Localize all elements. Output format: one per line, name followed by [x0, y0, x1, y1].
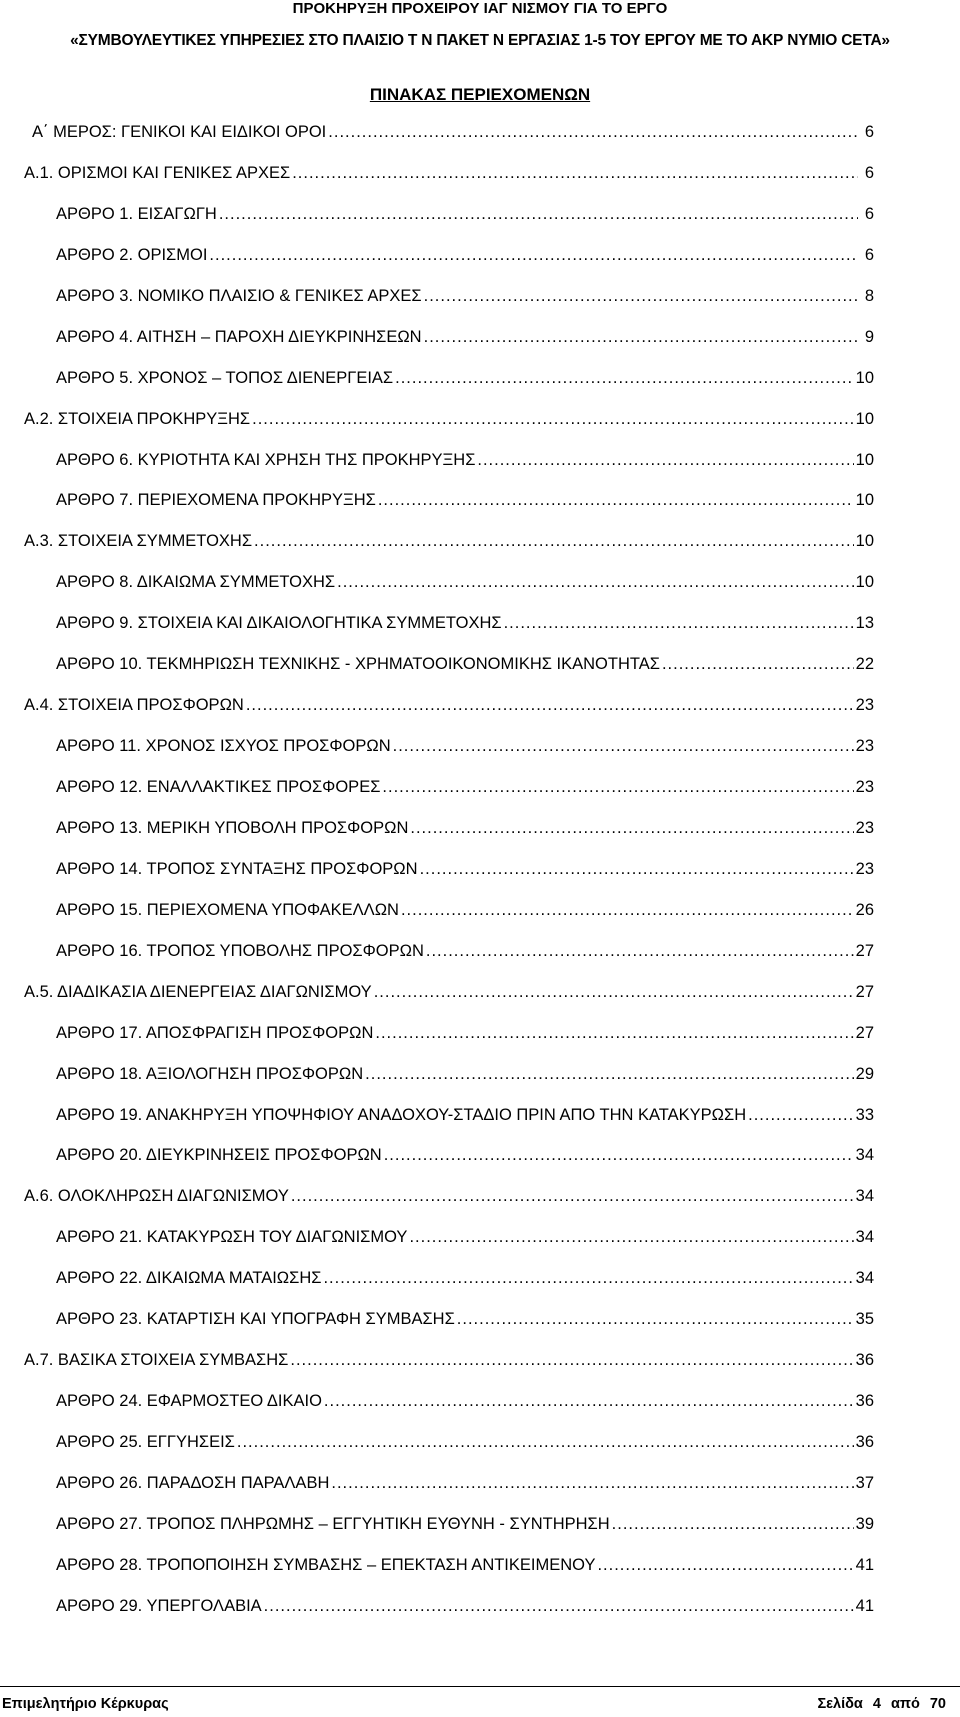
- toc-dot-leader: [748, 1104, 854, 1126]
- toc-entry-title: Α.2. ΣΤΟΙΧΕΙΑ ΠΡΟΚΗΡΥΞΗΣ: [24, 409, 251, 428]
- toc-entry-title: ΑΡΘΡΟ 13. ΜΕΡΙΚΗ ΥΠΟΒΟΛΗ ΠΡΟΣΦΟΡΩΝ: [56, 818, 409, 837]
- toc-entry[interactable]: [0, 406, 960, 447]
- toc-entry-title: ΑΡΘΡΟ 8. ΔΙΚΑΙΩΜΑ ΣΥΜΜΕΤΟΧΗΣ: [56, 573, 336, 592]
- toc-entry-page-number: 23: [855, 859, 874, 878]
- toc-entry-title: ΑΡΘΡΟ 15. ΠΕΡΙΕΧΟΜΕΝΑ ΥΠΟΦΑΚΕΛΛΩΝ: [56, 900, 399, 919]
- toc-entry-title: ΑΡΘΡΟ 5. ΧΡΟΝΟΣ – ΤΟΠΟΣ ΔΙΕΝΕΡΓΕΙΑΣ: [56, 368, 394, 387]
- toc-entry-title: ΑΡΘΡΟ 23. ΚΑΤΑΡΤΙΣΗ ΚΑΙ ΥΠΟΓΡΑΦΗ ΣΥΜΒΑΣΗΣ: [56, 1310, 455, 1329]
- toc-entry-title: Α.7. ΒΑΣΙΚΑ ΣΤΟΙΧΕΙΑ ΣΥΜΒΑΣΗΣ: [24, 1351, 289, 1370]
- toc-entry-page-number: 27: [855, 941, 874, 960]
- toc-entry-line: [56, 203, 874, 225]
- toc-entry-line: [56, 1513, 874, 1535]
- toc-entry-title: ΑΡΘΡΟ 17. ΑΠΟΣΦΡΑΓΙΣΗ ΠΡΟΣΦΟΡΩΝ: [56, 1023, 374, 1042]
- toc-entry-title: Α.3. ΣΤΟΙΧΕΙΑ ΣΥΜΜΕΤΟΧΗΣ: [24, 532, 253, 551]
- toc-entry-line: [56, 449, 874, 471]
- toc-entry-title: ΑΡΘΡΟ 11. ΧΡΟΝΟΣ ΙΣΧΥΟΣ ΠΡΟΣΦΟΡΩΝ: [56, 737, 391, 756]
- toc-dot-leader: [612, 1513, 854, 1535]
- toc-entry-page-number: 10: [855, 368, 874, 387]
- toc-dot-leader: [209, 244, 858, 266]
- toc-entry[interactable]: [0, 1511, 960, 1552]
- toc-entry-page-number: 23: [855, 696, 874, 715]
- toc-entry-title: ΑΡΘΡΟ 26. ΠΑΡΑΔΟΣΗ ΠΑΡΑΛΑΒΗ: [56, 1473, 330, 1492]
- toc-entry-line: [24, 981, 874, 1003]
- toc-entry-line: [56, 1022, 874, 1044]
- toc-entry[interactable]: [0, 447, 960, 488]
- toc-entry-title: Α΄ ΜΕΡΟΣ: ΓΕΝΙΚΟΙ ΚΑΙ ΕΙΔΙΚΟΙ ΟΡΟΙ: [32, 123, 327, 141]
- toc-dot-leader: [292, 162, 858, 184]
- toc-dot-leader: [331, 1472, 853, 1494]
- toc-dot-leader: [504, 612, 854, 634]
- toc-entry[interactable]: [0, 160, 960, 201]
- toc-entry-page-number: 27: [855, 1023, 874, 1042]
- document-header-project: «ΣΥΜΒΟΥΛΕΥΤΙΚΕΣ ΥΠΗΡΕΣΙΕΣ ΣΤΟ ΠΛΑΙΣΙΟ Τ Ν ΠΑΚΕΤ Ν ΕΡΓΑΣΙΑΣ 1-5 ΤΟΥ ΕΡΓΟΥ ΜΕ ΤΟ ΑΚΡ ΝΥΜΙΟ CETA»: [70, 32, 890, 49]
- toc-entry[interactable]: [0, 651, 960, 692]
- toc-entry-line: [24, 408, 874, 430]
- toc-dot-leader: [384, 1144, 854, 1166]
- toc-entry-page-number: 34: [855, 1269, 874, 1288]
- toc-entry-line: [32, 121, 874, 143]
- toc-entry-page-number: 36: [855, 1433, 874, 1451]
- toc-entry-page-number: 6: [864, 163, 874, 182]
- toc-dot-leader: [457, 1308, 854, 1330]
- toc-dot-leader: [395, 367, 854, 389]
- toc-dot-leader: [324, 1390, 854, 1412]
- toc-dot-leader: [597, 1554, 853, 1576]
- toc-entry-title: ΑΡΘΡΟ 10. ΤΕΚΜΗΡΙΩΣΗ ΤΕΧΝΙΚΗΣ - ΧΡΗΜΑΤΟΟΙΚΟΝΟΜΙΚΗΣ ΙΚΑΝΟΤΗΤΑΣ: [56, 655, 660, 674]
- toc-dot-leader: [420, 858, 854, 880]
- toc-entry-line: [56, 1308, 874, 1330]
- toc-dot-leader: [246, 694, 854, 716]
- toc-entry-page-number: 13: [855, 614, 874, 633]
- toc-entry-title: ΑΡΘΡΟ 29. ΥΠΕΡΓΟΛΑΒΙΑ: [56, 1596, 262, 1615]
- toc-entry-title: ΑΡΘΡΟ 21. ΚΑΤΑΚΥΡΩΣΗ ΤΟΥ ΔΙΑΓΩΝΙΣΜΟΥ: [56, 1228, 408, 1247]
- toc-entry[interactable]: [0, 1347, 960, 1388]
- toc-dot-leader: [291, 1185, 854, 1207]
- toc-entry-page-number: 8: [864, 286, 874, 305]
- toc-entry-title: ΑΡΘΡΟ 27. ΤΡΟΠΟΣ ΠΛΗΡΩΜΗΣ – ΕΓΓΥΗΤΙΚΗ ΕΥΘΥΝΗ - ΣΥΝΤΗΡΗΣΗ: [56, 1514, 610, 1533]
- toc-entry-line: [56, 1390, 874, 1412]
- footer-organization: Επιμελητήριο Κέρκυρας: [2, 1696, 169, 1712]
- toc-entry-page-number: 6: [864, 245, 874, 264]
- toc-entry-line: [56, 285, 874, 307]
- toc-entry-title: ΑΡΘΡΟ 25. ΕΓΓΥΗΣΕΙΣ: [56, 1433, 235, 1451]
- toc-entry[interactable]: [0, 856, 960, 897]
- toc-entry[interactable]: [0, 487, 960, 528]
- toc-entry-title: Α.1. ΟΡΙΣΜΟΙ ΚΑΙ ΓΕΝΙΚΕΣ ΑΡΧΕΣ: [24, 163, 291, 182]
- toc-entry-line: [56, 1104, 874, 1126]
- toc-entry-line: [56, 367, 874, 389]
- toc-entry-title: ΑΡΘΡΟ 18. ΑΞΙΟΛΟΓΗΣΗ ΠΡΟΣΦΟΡΩΝ: [56, 1064, 364, 1083]
- toc-entry-title: ΑΡΘΡΟ 22. ΔΙΚΑΙΩΜΑ ΜΑΤΑΙΩΣΗΣ: [56, 1269, 322, 1288]
- toc-entry-title: Α.6. ΟΛΟΚΛΗΡΩΣΗ ΔΙΑΓΩΝΙΣΜΟΥ: [24, 1187, 289, 1206]
- toc-entry-title: ΑΡΘΡΟ 12. ΕΝΑΛΛΑΚΤΙΚΕΣ ΠΡΟΣΦΟΡΕΣ: [56, 778, 381, 796]
- toc-entry-page-number: 37: [855, 1473, 874, 1492]
- toc-dot-leader: [424, 326, 858, 348]
- toc-entry[interactable]: [0, 1470, 960, 1511]
- toc-entry-line: [56, 1063, 874, 1085]
- toc-title: ΠΙΝΑΚΑΣ ΠΕΡΙΕΧΟΜΕΝΩΝ: [369, 85, 591, 104]
- toc-entry-page-number: 10: [855, 532, 874, 551]
- toc-dot-leader: [365, 1063, 853, 1085]
- toc-entry-line: [24, 1185, 874, 1207]
- toc-entry-page-number: 33: [855, 1105, 874, 1124]
- toc-dot-leader: [426, 940, 854, 962]
- toc-entry-page-number: 29: [855, 1064, 874, 1083]
- toc-entry-line: [56, 817, 874, 839]
- toc-entry[interactable]: [0, 1552, 960, 1593]
- toc-entry[interactable]: [0, 979, 960, 1020]
- toc-entry-page-number: 34: [855, 1187, 874, 1206]
- toc-entry-line: [56, 1472, 874, 1494]
- toc-dot-leader: [393, 735, 854, 757]
- toc-entry-title: ΑΡΘΡΟ 14. ΤΡΟΠΟΣ ΣΥΝΤΑΞΗΣ ΠΡΟΣΦΟΡΩΝ: [56, 859, 418, 878]
- toc-entry[interactable]: [0, 1061, 960, 1102]
- toc-entry[interactable]: [0, 897, 960, 938]
- footer-page-number: Σελίδα 4 από 70: [817, 1696, 946, 1712]
- document-header-title: ΠΡΟΚΗΡΥΞΗ ΠΡΟΧΕΙΡΟΥ ΙΑΓ ΝΙΣΜΟΥ ΓΙΑ ΤΟ ΕΡΓΟ: [292, 0, 668, 17]
- toc-entry-line: [56, 326, 874, 348]
- toc-dot-leader: [264, 1595, 854, 1617]
- toc-dot-leader: [219, 203, 858, 225]
- toc-entry[interactable]: [0, 1593, 960, 1634]
- toc-dot-leader: [409, 1226, 853, 1248]
- toc-entry-line: [56, 244, 874, 266]
- toc-entry-title: Α.5. ΔΙΑΔΙΚΑΣΙΑ ΔΙΕΝΕΡΓΕΙΑΣ ΔΙΑΓΩΝΙΣΜΟΥ: [24, 982, 372, 1001]
- toc-entry-page-number: 6: [864, 204, 874, 223]
- toc-entry-title: ΑΡΘΡΟ 28. ΤΡΟΠΟΠΟΙΗΣΗ ΣΥΜΒΑΣΗΣ – ΕΠΕΚΤΑΣΗ ΑΝΤΙΚΕΙΜΕΝΟΥ: [56, 1555, 596, 1574]
- toc-entry-title: ΑΡΘΡΟ 24. ΕΦΑΡΜΟΣΤΕΟ ΔΙΚΑΙΟ: [56, 1392, 322, 1411]
- toc-entry-title: ΑΡΘΡΟ 6. ΚΥΡΙΟΤΗΤΑ ΚΑΙ ΧΡΗΣΗ ΤΗΣ ΠΡΟΚΗΡΥΞΗΣ: [56, 450, 476, 469]
- toc-entry-page-number: 35: [855, 1310, 874, 1329]
- toc-entry-line: [24, 694, 874, 716]
- toc-entry[interactable]: [0, 815, 960, 856]
- toc-dot-leader: [328, 121, 858, 143]
- toc-entry-line: [24, 162, 874, 184]
- toc-entry[interactable]: [0, 1142, 960, 1183]
- toc-entry-line: [24, 530, 874, 552]
- toc-entry-page-number: 36: [855, 1392, 874, 1411]
- toc-entry[interactable]: [0, 365, 960, 406]
- toc-entry-page-number: 22: [855, 655, 874, 674]
- toc-dot-leader: [252, 408, 854, 430]
- toc-entry-page-number: 23: [855, 778, 874, 796]
- toc-entry-page-number: 39: [855, 1514, 874, 1533]
- toc-dot-leader: [378, 489, 854, 511]
- toc-entry[interactable]: [0, 1020, 960, 1061]
- toc-entry-line: [56, 1431, 874, 1453]
- toc-entry-page-number: 27: [855, 982, 874, 1001]
- toc-entry-line: [56, 1595, 874, 1617]
- toc-entry-page-number: 10: [855, 573, 874, 592]
- toc-entry-title: ΑΡΘΡΟ 19. ΑΝΑΚΗΡΥΞΗ ΥΠΟΨΗΦΙΟΥ ΑΝΑΔΟΧΟΥ-ΣΤΑΔΙΟ ΠΡΙΝ ΑΠΟ ΤΗΝ ΚΑΤΑΚΥΡΩΣΗ: [56, 1105, 747, 1124]
- toc-entry[interactable]: [0, 774, 960, 815]
- toc-entry[interactable]: [0, 1429, 960, 1470]
- toc-entry-line: [56, 858, 874, 880]
- toc-entry-title: ΑΡΘΡΟ 4. ΑΙΤΗΣΗ – ΠΑΡΟΧΗ ΔΙΕΥΚΡΙΝΗΣΕΩΝ: [56, 327, 422, 346]
- toc-entry[interactable]: [0, 528, 960, 569]
- toc-dot-leader: [290, 1349, 853, 1371]
- toc-entry[interactable]: [0, 1102, 960, 1143]
- toc-entry[interactable]: [0, 938, 960, 979]
- toc-entry-page-number: 23: [855, 818, 874, 837]
- toc-entry-line: [24, 1349, 874, 1371]
- toc-entry-line: [56, 940, 874, 962]
- toc-entry-title: ΑΡΘΡΟ 9. ΣΤΟΙΧΕΙΑ ΚΑΙ ΔΙΚΑΙΟΛΟΓΗΤΙΚΑ ΣΥΜΜΕΤΟΧΗΣ: [56, 614, 502, 633]
- toc-entry-title: ΑΡΘΡΟ 16. ΤΡΟΠΟΣ ΥΠΟΒΟΛΗΣ ΠΡΟΣΦΟΡΩΝ: [56, 941, 424, 960]
- toc-entry-line: [56, 1554, 874, 1576]
- toc-entry[interactable]: [0, 569, 960, 610]
- toc-dot-leader: [337, 571, 854, 593]
- toc-entry-page-number: 26: [855, 900, 874, 919]
- page-footer: [0, 1686, 960, 1717]
- toc-entry-line: [56, 1226, 874, 1248]
- toc-entry[interactable]: [0, 324, 960, 365]
- toc-entry-page-number: 34: [855, 1146, 874, 1165]
- toc-entry[interactable]: [0, 610, 960, 651]
- toc-entry-title: ΑΡΘΡΟ 7. ΠΕΡΙΕΧΟΜΕΝΑ ΠΡΟΚΗΡΥΞΗΣ: [56, 491, 376, 510]
- toc-entry-page-number: 36: [855, 1351, 874, 1370]
- toc-entry-line: [56, 571, 874, 593]
- toc-entry-page-number: 34: [855, 1228, 874, 1247]
- toc-entry-page-number: 23: [855, 737, 874, 756]
- toc-entry-page-number: 10: [855, 409, 874, 428]
- toc-entry-line: [56, 1144, 874, 1166]
- toc-entry-line: [56, 1267, 874, 1289]
- toc-entry-title: Α.4. ΣΤΟΙΧΕΙΑ ΠΡΟΣΦΟΡΩΝ: [24, 696, 244, 715]
- toc-entry[interactable]: [0, 1183, 960, 1224]
- toc-entry-page-number: 41: [855, 1596, 874, 1615]
- toc-entry-page-number: 10: [855, 450, 874, 469]
- toc-entry[interactable]: [0, 1306, 960, 1347]
- toc-entry-page-number: 9: [864, 327, 874, 346]
- table-of-contents: [0, 119, 960, 1634]
- toc-dot-leader: [323, 1267, 853, 1289]
- toc-dot-leader: [662, 653, 854, 675]
- toc-dot-leader: [401, 899, 854, 921]
- toc-entry[interactable]: [0, 692, 960, 733]
- toc-entry-line: [56, 776, 874, 798]
- toc-dot-leader: [424, 285, 858, 307]
- toc-dot-leader: [374, 981, 854, 1003]
- toc-dot-leader: [410, 817, 853, 839]
- toc-entry[interactable]: [0, 283, 960, 324]
- toc-entry[interactable]: [0, 1388, 960, 1429]
- toc-entry-line: [56, 489, 874, 511]
- toc-dot-leader: [375, 1022, 853, 1044]
- toc-entry-title: ΑΡΘΡΟ 1. ΕΙΣΑΓΩΓΗ: [56, 204, 217, 223]
- toc-entry-line: [56, 899, 874, 921]
- toc-entry[interactable]: [0, 119, 960, 160]
- toc-entry-page-number: 10: [855, 491, 874, 510]
- toc-entry-line: [56, 735, 874, 757]
- toc-dot-leader: [477, 449, 853, 471]
- toc-entry[interactable]: [0, 1265, 960, 1306]
- toc-dot-leader: [254, 530, 854, 552]
- toc-entry[interactable]: [0, 242, 960, 283]
- toc-entry-line: [56, 612, 874, 634]
- toc-entry[interactable]: [0, 201, 960, 242]
- toc-entry-line: [56, 653, 874, 675]
- toc-dot-leader: [237, 1431, 854, 1453]
- toc-entry[interactable]: [0, 733, 960, 774]
- toc-entry-title: ΑΡΘΡΟ 3. ΝΟΜΙΚΟ ΠΛΑΙΣΙΟ & ΓΕΝΙΚΕΣ ΑΡΧΕΣ: [56, 286, 422, 305]
- toc-entry-page-number: 6: [864, 123, 874, 141]
- toc-entry-page-number: 41: [855, 1555, 874, 1574]
- toc-entry-title: ΑΡΘΡΟ 20. ΔΙΕΥΚΡΙΝΗΣΕΙΣ ΠΡΟΣΦΟΡΩΝ: [56, 1146, 382, 1165]
- toc-dot-leader: [382, 776, 853, 798]
- toc-entry-title: ΑΡΘΡΟ 2. ΟΡΙΣΜΟΙ: [56, 245, 208, 264]
- toc-entry[interactable]: [0, 1224, 960, 1265]
